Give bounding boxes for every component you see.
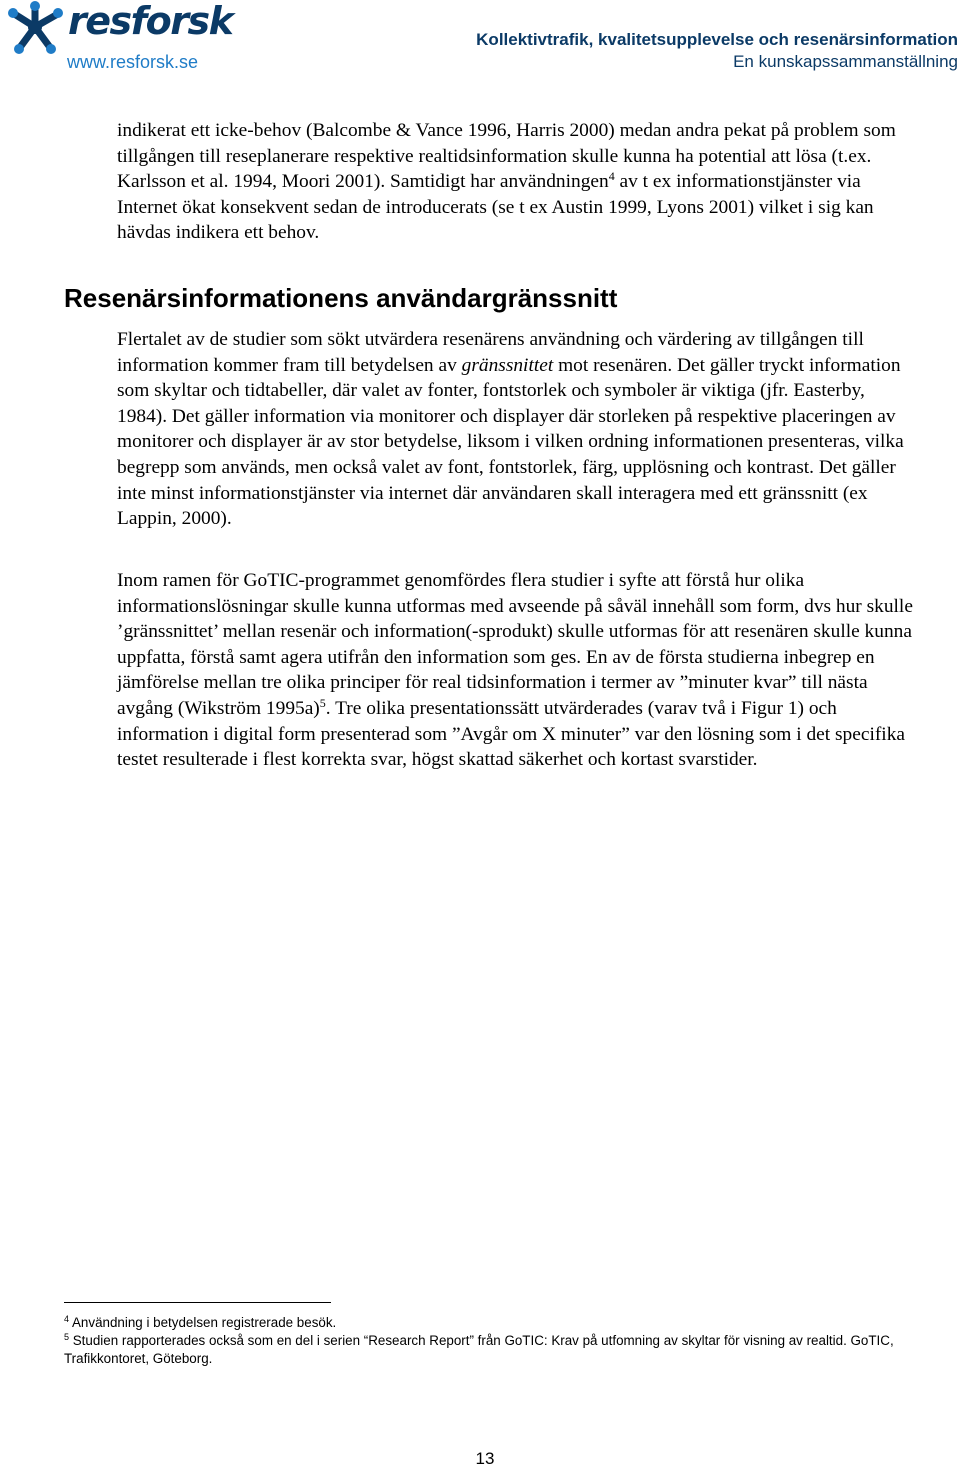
paragraph-text: Inom ramen för GoTIC-programmet genomfördes flera studier i syfte att förstå hur olika informationslösningar skulle kunna utformas med avseende på såväl innehåll som form, dvs hur skulle ’gränssnittet’ mellan resenär och information(-sprodukt) skulle utformas för att resenären skulle kunna uppfatta, förstå samt agera utifrån den information som ges. En av de första studierna inbegrep en jämförelse mellan tre olika principer för real tidsinformation i termer av ”minuter kvar” till nästa avgång (Wikström 1995a) bbox=[117, 570, 913, 719]
footnote-5 bbox=[64, 1332, 924, 1368]
section-heading: Resenärsinformationens användargränssnitt bbox=[64, 283, 618, 313]
paragraph-text: indikerat ett icke-behov (Balcombe & Vance 1996, Harris 2000) medan andra pekat på problem som tillgången till reseplanerare respektive realtidsinformation skulle kunna ha potential att lösa (t.ex. Karlsson et al. 1994, Moori 2001). Samtidigt har användningen bbox=[117, 120, 896, 193]
paragraph-text: av t ex informationstjänster via Internet ökat konsekvent sedan de introducerats (se t ex Austin 1999, Lyons 2001) vilket i sig kan hävdas indikera ett behov. bbox=[117, 171, 874, 244]
footnote-4 bbox=[64, 1314, 924, 1332]
logo-wordmark: resforsk bbox=[68, 0, 233, 43]
paragraph-text: mot resenären. Det gäller tryckt information som skyltar och tidtabeller, där valet av fonter, fontstorlek och symboler är viktiga (jfr. Easterby, 1984). Det gäller information via monitorer och displayer där storleken på respektive placeringen av monitorer och displayer är av stor betydelse, liksom i vilken ordning informationen presenteras, vilka begrepp som används, men också valet av font, fontstorlek, färg, upplösning och kontrast. Det gäller inte minst informationstjänster via internet där användaren skall interagera med ett gränssnitt (ex Lappin, 2000). bbox=[117, 354, 904, 530]
footnote-ref-5[interactable]: 5 bbox=[319, 695, 326, 710]
paragraph-text: Flertalet av de studier som sökt utvärdera resenärens användning och värdering av tillgången till information kommer fram till betydelsen av bbox=[117, 329, 864, 376]
footnote-divider bbox=[64, 1302, 331, 1303]
emphasis-term: gränssnittet bbox=[461, 354, 554, 376]
brand-logo[interactable] bbox=[4, 0, 234, 78]
running-header bbox=[476, 29, 958, 73]
page-number: 13 bbox=[475, 1449, 495, 1468]
document-title: Kollektivtrafik, kvalitetsupplevelse och resenärsinformation bbox=[476, 30, 958, 49]
footnote-text: Studien rapporterades också som en del i serien “Research Report” från GoTIC: Krav på utfomning av skyltar för visning av realtid. GoTIC, Trafikkontoret, Göteborg. bbox=[64, 1333, 894, 1366]
footnote-ref-4[interactable]: 4 bbox=[608, 169, 615, 184]
document-subtitle: En kunskapssammanställning bbox=[733, 52, 958, 71]
resforsk-star-logo-icon bbox=[4, 0, 66, 56]
footnote-number: 5 bbox=[64, 1332, 70, 1342]
footnote-number: 4 bbox=[64, 1314, 70, 1324]
paragraph-gotic bbox=[117, 568, 917, 773]
website-link[interactable]: www.resforsk.se bbox=[67, 52, 199, 72]
footnotes bbox=[64, 1314, 924, 1368]
paragraph-continued bbox=[117, 118, 917, 246]
footnote-text: Användning i betydelsen registrerade besök. bbox=[72, 1315, 337, 1330]
paragraph-text: . Tre olika presentationssätt utvärderades (varav två i Figur 1) och information i digital form presenterad som ”Avgår om X minuter” var den lösning som i det specifika testet resulterade i flest korrekta svar, högst skattad säkerhet och kortast svarstider. bbox=[117, 697, 905, 771]
paragraph-interface bbox=[117, 327, 917, 532]
